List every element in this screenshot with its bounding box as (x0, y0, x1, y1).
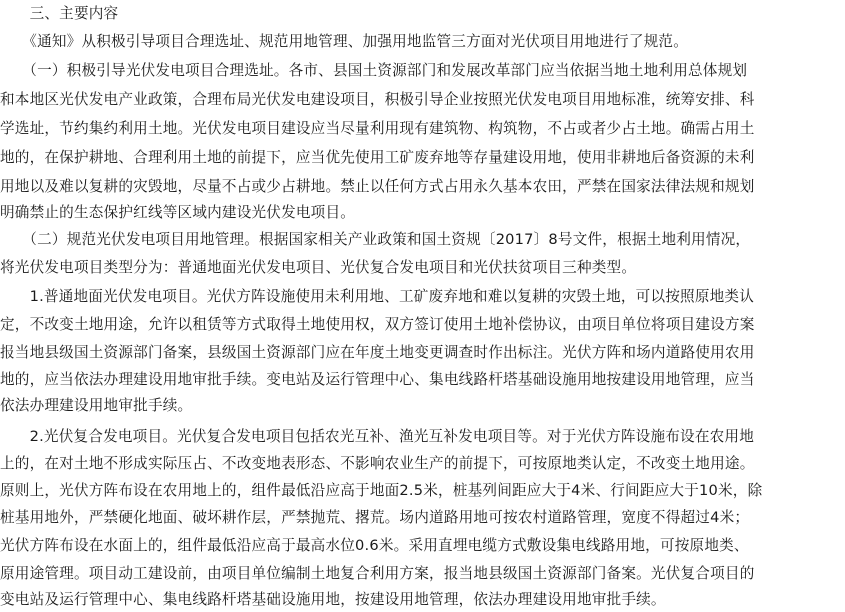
text-line: 桩基用地外，严禁硬化地面、破坏耕作层，严禁抛荒、撂荒。场内道路用地可按农村道路管理，宽度不得超过4米； (0, 509, 750, 526)
text-line: 原则上，光伏方阵布设在农用地上的，组件最低沿应高于地面2.5米，桩基列间距应大于4米、行间距应大于10米，除 (0, 482, 763, 499)
text-line: 2.光伏复合发电项目。光伏复合发电项目包括农光互补、渔光互补发电项目等。对于光伏方阵设施布设在农用地 (0, 428, 755, 445)
text-line: 上的，在对土地不形成实际压占、不改变地表形态、不影响农业生产的前提下，可按原地类认定，不改变土地用途。 (0, 455, 755, 472)
text-line: 依法办理建设用地审批手续。 (0, 397, 193, 414)
text-line: 地的，应当依法办理建设用地审批手续。变电站及运行管理中心、集电线路杆塔基础设施用地按建设用地管理，应当 (0, 371, 755, 388)
text-line: 地的，在保护耕地、合理利用土地的前提下，应当优先使用工矿废弃地等存量建设用地，使用非耕地后备资源的未利 (0, 149, 755, 166)
text-line: 定，不改变土地用途，允许以租赁等方式取得土地使用权，双方签订使用土地补偿协议，由项目单位将项目建设方案 (0, 316, 755, 333)
text-line: 《通知》从积极引导项目合理选址、规范用地管理、加强用地监管三方面对光伏项目用地进行了规范。 (0, 33, 689, 50)
text-line: 变电站及运行管理中心、集电线路杆塔基础设施用地，按建设用地管理，依法办理建设用地审批手续。 (0, 591, 666, 608)
text-line: 报当地县级国土资源部门备案，县级国土资源部门应在年度土地变更调查时作出标注。光伏方阵和场内道路使用农用 (0, 344, 755, 361)
text-line: 1.普通地面光伏发电项目。光伏方阵设施使用未利用地、工矿废弃地和难以复耕的灾毁土地，可以按照原地类认 (0, 288, 755, 305)
text-line: 光伏方阵布设在水面上的，组件最低沿应高于最高水位0.6米。采用直埋电缆方式敷设集电线路用地，可按原地类、 (0, 537, 749, 554)
text-line: 明确禁止的生态保护红线等区域内建设光伏发电项目。 (0, 204, 356, 221)
text-line: 将光伏发电项目类型分为：普通地面光伏发电项目、光伏复合发电项目和光伏扶贫项目三种类型。 (0, 259, 637, 276)
text-line: 和本地区光伏发电产业政策，合理布局光伏发电建设项目，积极引导企业按照光伏发电项目用地标准，统筹安排、科 (0, 91, 755, 108)
text-line: 学选址，节约集约利用土地。光伏发电项目建设应当尽量利用现有建筑物、构筑物，不占或者少占土地。确需占用土 (0, 120, 755, 137)
text-line: 用地以及难以复耕的灾毁地，尽量不占或少占耕地。禁止以任何方式占用永久基本农田，严禁在国家法律法规和规划 (0, 178, 755, 195)
text-line: （二）规范光伏发电项目用地管理。根据国家相关产业政策和国土资规〔2017〕8号文件，根据土地利用情况， (0, 231, 751, 248)
text-line: （一）积极引导光伏发电项目合理选址。各市、县国土资源部门和发展改革部门应当依据当地土地利用总体规划 (0, 62, 748, 79)
section-heading: 三、主要内容 (0, 5, 119, 22)
text-line: 原用途管理。项目动工建设前，由项目单位编制土地复合利用方案，报当地县级国土资源部门备案。光伏复合项目的 (0, 565, 755, 582)
